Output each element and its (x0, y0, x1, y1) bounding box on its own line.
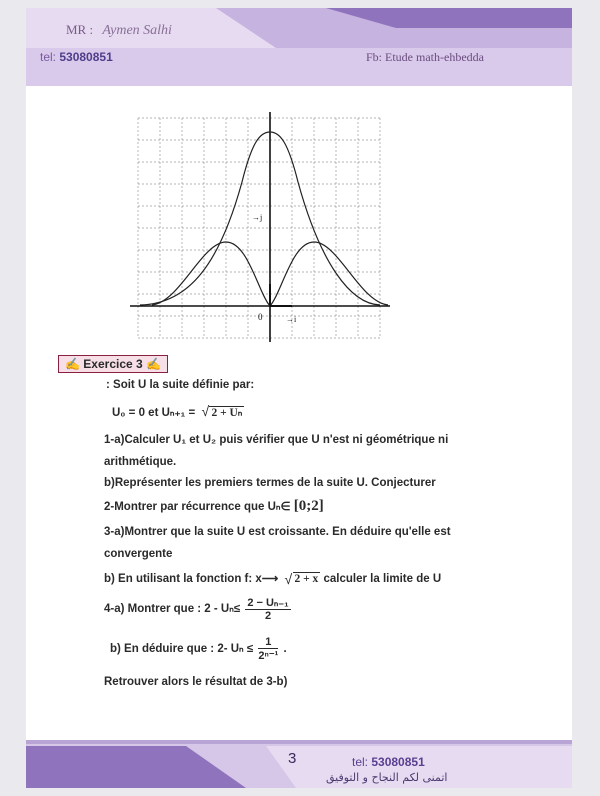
header-tel-number: 53080851 (59, 50, 113, 64)
sqrt-expression: √ 2 + Uₙ (201, 403, 243, 419)
question-1a-line1: 1-a)Calculer U₁ et U₂ puis vérifier que U n'est ni géométrique ni (104, 434, 449, 446)
question-1b: b)Représenter les premiers termes de la suite U. Conjecturer (104, 477, 436, 489)
origin-label: 0 (258, 312, 263, 322)
pencil-icon: ✍ (146, 357, 161, 371)
footer-tel-number: 53080851 (371, 755, 425, 769)
sqrt-expression: √ 2 + x (284, 571, 319, 587)
teacher-signature: Aymen Salhi (102, 23, 172, 38)
exercise-title: ✍ Exercice 3 ✍ (58, 355, 168, 373)
question-3a-line1: 3-a)Montrer que la suite U est croissante. En déduire qu'elle est (104, 526, 451, 538)
i-label: →i (286, 315, 297, 324)
final-question: Retrouver alors le résultat de 3-b) (104, 676, 288, 688)
header-phone (40, 50, 113, 64)
grid (138, 118, 382, 338)
mr-label: MR : (66, 22, 94, 37)
question-4a: 4-a) Montrer que : 2 - Uₙ≤ $\frac{\text{2 − Uₙ₋₁}}{2}$ (104, 597, 289, 622)
question-4b: b) En déduire que : 2- Uₙ ≤ $\frac{1}{\text{2ⁿ⁻¹}}$ . (110, 636, 287, 662)
fraction: $\frac{1}{\text{2ⁿ⁻¹}}$ (258, 636, 279, 662)
sequence-definition: U₀ = 0 et Uₙ₊₁ = √ 2 + Uₙ (112, 403, 243, 419)
function-graph (130, 112, 390, 342)
footer-band (26, 740, 572, 788)
teacher-name (66, 22, 172, 39)
fraction: $\frac{\text{2 − Uₙ₋₁}}{2}$ (247, 597, 289, 622)
pencil-icon: ✍ (65, 357, 80, 371)
footer-tel-label: tel: (352, 755, 369, 769)
document-page (26, 8, 572, 788)
j-label: →j (252, 213, 263, 222)
exercise-intro: : Soit U la suite définie par: (106, 379, 255, 391)
page-number: 3 (288, 750, 297, 767)
footer-phone (352, 755, 425, 769)
question-3a-line2: convergente (104, 548, 173, 560)
question-3b: b) En utilisant la fonction f: x⟶ √ 2 + x calculer la limite de U (104, 571, 442, 587)
question-2: 2-Montrer par récurrence que Uₙ∈ [0;2] (104, 498, 324, 514)
facebook-page: Fb: Etude math-ehbedda (366, 50, 484, 64)
header-band (26, 8, 572, 86)
question-1a-line2: arithmétique. (104, 456, 177, 468)
header-tel-label: tel: (40, 50, 57, 64)
arabic-wish: اتمنى لكم النجاح و التوفيق (326, 771, 448, 784)
